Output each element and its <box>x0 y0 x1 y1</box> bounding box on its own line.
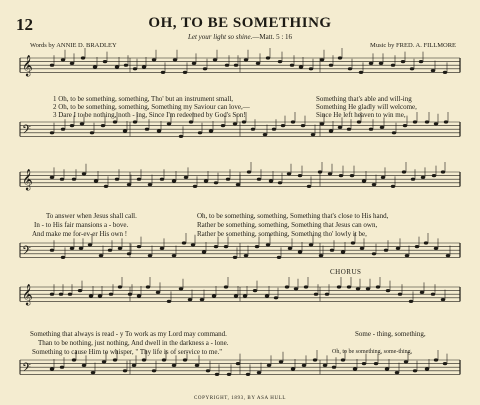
note-head <box>372 252 376 255</box>
note-head <box>351 241 355 244</box>
note-head <box>298 174 302 177</box>
treble-clef-icon: 𝄞 <box>22 55 33 77</box>
note-head <box>60 178 64 181</box>
note-head <box>72 178 76 181</box>
note-head <box>204 179 208 182</box>
lyric-line: Since He left heaven to win me, <box>316 111 406 119</box>
note-head <box>385 367 389 370</box>
note-head <box>115 65 119 68</box>
note-head <box>424 241 428 244</box>
note-head <box>253 289 257 292</box>
note-head <box>160 247 164 250</box>
note-head <box>366 287 370 290</box>
note-head <box>421 176 425 179</box>
note-head <box>167 300 171 303</box>
note-head <box>434 358 438 361</box>
note-head <box>172 254 176 257</box>
note-head <box>269 179 273 182</box>
note-head <box>403 124 407 127</box>
note-head <box>173 58 177 61</box>
note-head <box>227 373 231 376</box>
note-head <box>118 247 122 250</box>
note-head <box>108 249 112 252</box>
note-head <box>309 243 313 246</box>
note-head <box>50 64 54 67</box>
note-head <box>309 67 313 70</box>
note-head <box>233 122 237 125</box>
note-head <box>307 185 311 188</box>
note-head <box>132 364 136 367</box>
note-head <box>102 360 106 363</box>
note-head <box>70 124 74 127</box>
music-credit: Music by FRED. A. FILLMORE <box>370 42 456 49</box>
note-head <box>279 360 283 363</box>
note-head <box>184 176 188 179</box>
note-head <box>256 62 260 65</box>
note-head <box>287 172 291 175</box>
note-head <box>50 249 54 252</box>
note-head <box>441 298 445 301</box>
note-head <box>404 360 408 363</box>
note-head <box>242 120 246 123</box>
note-head <box>89 294 93 297</box>
note-head <box>425 120 429 123</box>
note-head <box>195 364 199 367</box>
note-head <box>182 241 186 244</box>
note-head <box>357 120 361 123</box>
note-head <box>348 67 352 70</box>
note-head <box>318 170 322 173</box>
lyric-line: Some - thing, something, <box>355 330 426 338</box>
note-head <box>379 62 383 65</box>
note-head <box>413 369 417 372</box>
note-head <box>127 252 131 255</box>
note-head <box>443 71 447 74</box>
note-head <box>109 293 113 296</box>
note-head <box>81 56 85 59</box>
note-head <box>142 358 146 361</box>
note-head <box>161 71 165 74</box>
note-head <box>156 291 160 294</box>
note-head <box>338 56 342 59</box>
note-head <box>137 245 141 248</box>
note-head <box>381 176 385 179</box>
note-head <box>152 58 156 61</box>
lyric-line: Oh, to be something, something, Something that's close to His hand, <box>197 212 389 220</box>
note-head <box>360 247 364 250</box>
note-head <box>68 293 72 296</box>
note-head <box>61 128 65 131</box>
treble-clef-icon: 𝄞 <box>22 169 33 191</box>
note-head <box>123 369 127 372</box>
note-head <box>411 178 415 181</box>
note-head <box>319 254 323 257</box>
note-head <box>198 131 202 134</box>
note-head <box>278 181 282 184</box>
note-head <box>78 289 82 292</box>
note-head <box>142 65 146 68</box>
note-head <box>172 179 176 182</box>
note-head <box>362 179 366 182</box>
note-head <box>127 183 131 186</box>
note-head <box>294 287 298 290</box>
note-head <box>302 364 306 367</box>
note-head <box>206 369 210 372</box>
note-head <box>225 64 229 67</box>
note-head <box>103 60 107 63</box>
note-head <box>415 245 419 248</box>
lyric-line: Rather be something, something, Something that Jesus can own, <box>197 221 378 229</box>
note-head <box>323 364 327 367</box>
lyric-line: Rather be something, something, Something tho' lowly it be, <box>197 230 367 238</box>
note-head <box>267 364 271 367</box>
note-head <box>301 124 305 127</box>
note-head <box>405 254 409 257</box>
note-head <box>369 62 373 65</box>
note-head <box>281 124 285 127</box>
words-credit: Words by ANNIE D. BRADLEY <box>30 42 117 49</box>
note-head <box>179 287 183 290</box>
note-head <box>50 131 54 134</box>
note-head <box>189 120 193 123</box>
note-head <box>298 250 302 253</box>
note-head <box>431 293 435 296</box>
bass-clef-icon: 𝄢 <box>22 361 32 378</box>
note-head <box>339 174 343 177</box>
lyric-line: 3 Dare I to be nothing, noth - ing, Since I'm redeemed by God's Son! <box>53 111 246 119</box>
note-head <box>272 128 276 131</box>
note-head <box>113 120 117 123</box>
note-head <box>193 185 197 188</box>
note-head <box>167 122 171 125</box>
note-head <box>328 172 332 175</box>
note-head <box>304 285 308 288</box>
note-head <box>409 300 413 303</box>
note-head <box>101 124 105 127</box>
note-head <box>255 245 259 248</box>
note-head <box>236 183 240 186</box>
note-head <box>50 367 54 370</box>
note-head <box>369 128 373 131</box>
note-head <box>104 185 108 188</box>
note-head <box>91 371 95 374</box>
note-head <box>212 294 216 297</box>
lyric-line: Something He gladly will welcome, <box>316 103 417 111</box>
lyric-line: Something to cause Him to whisper, " Thy life is of ser-vice to me." <box>32 348 223 356</box>
note-head <box>192 62 196 65</box>
note-head <box>274 296 278 299</box>
note-head <box>251 128 255 131</box>
lyric-line: 1 Oh, to be something, something, Tho' but an instrument small, <box>53 95 234 103</box>
note-head <box>338 126 342 129</box>
note-head <box>329 129 333 132</box>
note-head <box>244 254 248 257</box>
note-head <box>350 174 354 177</box>
note-head <box>257 371 261 374</box>
note-head <box>124 64 128 67</box>
note-head <box>243 294 247 297</box>
lyric-line: Than to be nothing, just nothing, And dwell in the darkness a - lone. <box>38 339 229 347</box>
note-head <box>263 133 267 136</box>
note-head <box>61 256 65 259</box>
note-head <box>202 250 206 253</box>
note-head <box>200 298 204 301</box>
note-head <box>391 64 395 67</box>
note-head <box>214 245 218 248</box>
note-head <box>353 367 357 370</box>
note-head <box>215 373 219 376</box>
note-head <box>325 293 329 296</box>
lyric-line: Oh, to be something, some-thing, <box>332 349 413 355</box>
note-head <box>347 285 351 288</box>
note-head <box>183 71 187 74</box>
note-head <box>398 293 402 296</box>
note-head <box>191 243 195 246</box>
note-head <box>401 60 405 63</box>
epigraph-reference: —Matt. 5 : 16 <box>252 33 293 41</box>
note-head <box>234 294 238 297</box>
note-head <box>99 254 103 257</box>
note-head <box>359 71 363 74</box>
note-head <box>285 285 289 288</box>
note-head <box>329 64 333 67</box>
note-head <box>290 64 294 67</box>
note-head <box>90 131 94 134</box>
note-head <box>266 243 270 246</box>
note-head <box>391 185 395 188</box>
note-head <box>402 170 406 173</box>
note-head <box>413 120 417 123</box>
lyric-line: Something that's able and will-ing <box>316 95 412 103</box>
note-head <box>133 120 137 123</box>
note-head <box>61 58 65 61</box>
note-head <box>145 128 149 131</box>
note-head <box>419 60 423 63</box>
note-head <box>441 170 445 173</box>
lyric-line: And make me for-ev-er His own ! <box>32 230 128 238</box>
note-head <box>70 62 74 65</box>
note-head <box>311 133 315 136</box>
lyric-line: 2 Oh, to be something, something, Something my Saviour can love,— <box>53 103 250 111</box>
note-head <box>434 247 438 250</box>
note-head <box>420 291 424 294</box>
lyric-line: Something that always is read - y To work as my Lord may command. <box>30 330 227 338</box>
note-head <box>226 178 230 181</box>
note-head <box>443 362 447 365</box>
note-head <box>380 126 384 129</box>
note-head <box>330 249 334 252</box>
note-head <box>431 69 435 72</box>
note-head <box>362 362 366 365</box>
note-head <box>266 56 270 59</box>
note-head <box>299 65 303 68</box>
bass-clef-icon: 𝄢 <box>22 123 32 140</box>
note-head <box>146 285 150 288</box>
note-head <box>347 128 351 131</box>
note-head <box>247 170 251 173</box>
note-head <box>113 358 117 361</box>
note-head <box>70 247 74 250</box>
note-head <box>157 129 161 132</box>
note-head <box>224 285 228 288</box>
note-head <box>179 135 183 138</box>
note-head <box>160 178 164 181</box>
note-head <box>148 254 152 257</box>
note-head <box>337 285 341 288</box>
note-head <box>221 124 225 127</box>
treble-clef-icon: 𝄞 <box>22 284 33 306</box>
note-head <box>372 183 376 186</box>
note-head <box>246 373 250 376</box>
note-head <box>313 358 317 361</box>
copyright-notice: COPYRIGHT, 1893, BY ASA HULL <box>193 396 287 401</box>
note-head <box>446 254 450 257</box>
note-head <box>265 294 269 297</box>
note-head <box>188 298 192 301</box>
note-head <box>341 250 345 253</box>
note-head <box>148 183 152 186</box>
note-head <box>203 67 207 70</box>
note-head <box>320 122 324 125</box>
note-head <box>213 58 217 61</box>
epigraph-quote: Let your light so shine. <box>187 33 253 41</box>
note-head <box>80 122 84 125</box>
note-head <box>320 58 324 61</box>
note-head <box>395 371 399 374</box>
note-head <box>356 287 360 290</box>
note-head <box>82 364 86 367</box>
note-head <box>214 181 218 184</box>
page-number: 12 <box>16 15 33 34</box>
note-head <box>410 67 414 70</box>
note-head <box>396 247 400 250</box>
note-head <box>72 358 76 361</box>
lyric-line: In - to His fair mansions a - bove. <box>34 221 129 229</box>
note-head <box>425 367 429 370</box>
note-head <box>233 256 237 259</box>
note-head <box>444 120 448 123</box>
note-head <box>392 131 396 134</box>
note-head <box>172 364 176 367</box>
note-head <box>341 358 345 361</box>
note-head <box>332 366 336 369</box>
note-head <box>133 67 137 70</box>
note-head <box>60 366 64 369</box>
note-head <box>183 358 187 361</box>
note-head <box>118 285 122 288</box>
hymn-title: OH, TO BE SOMETHING <box>148 15 332 31</box>
note-head <box>288 247 292 250</box>
note-head <box>79 247 83 250</box>
note-head <box>278 60 282 63</box>
note-head <box>137 294 141 297</box>
note-head <box>88 243 92 246</box>
note-head <box>224 245 228 248</box>
note-head <box>50 176 54 179</box>
note-head <box>59 293 63 296</box>
bass-clef-icon: 𝄢 <box>22 244 32 261</box>
note-head <box>291 120 295 123</box>
note-head <box>257 178 261 181</box>
note-head <box>162 358 166 361</box>
note-head <box>152 369 156 372</box>
note-head <box>209 129 213 132</box>
note-head <box>314 293 318 296</box>
note-head <box>115 178 119 181</box>
note-head <box>244 58 248 61</box>
note-head <box>93 65 97 68</box>
note-head <box>376 285 380 288</box>
note-head <box>82 172 86 175</box>
note-head <box>432 174 436 177</box>
note-head <box>50 293 54 296</box>
note-head <box>123 129 127 132</box>
note-head <box>434 122 438 125</box>
note-head <box>386 289 390 292</box>
note-head <box>384 249 388 252</box>
note-head <box>374 362 378 365</box>
note-head <box>236 362 240 365</box>
lyric-line: To answer when Jesus shall call. <box>46 212 137 220</box>
note-head <box>291 367 295 370</box>
note-head <box>137 178 141 181</box>
note-head <box>234 64 238 67</box>
note-head <box>128 293 132 296</box>
chorus-label: CHORUS <box>330 268 362 276</box>
note-head <box>98 294 102 297</box>
note-head <box>94 179 98 182</box>
note-head <box>277 256 281 259</box>
